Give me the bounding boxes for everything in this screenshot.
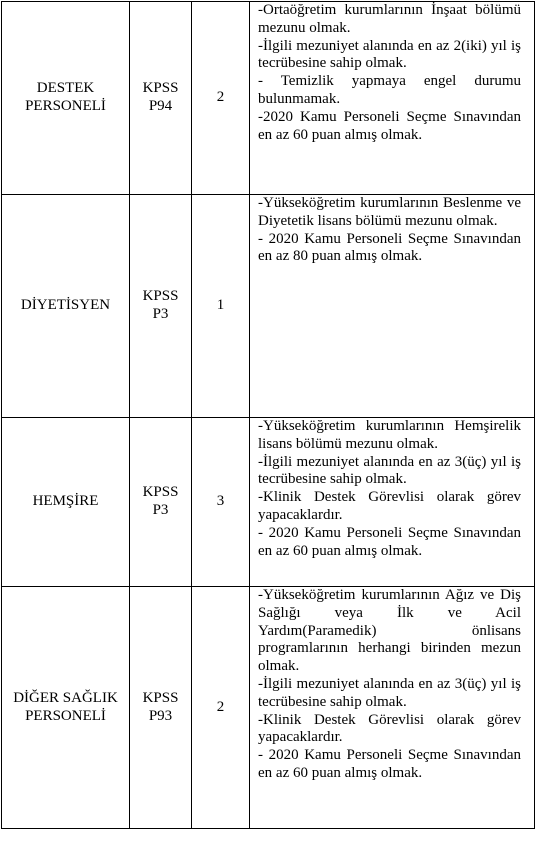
requirement-item: - Temizlik yapmaya engel durumu bulunmamak. bbox=[258, 73, 521, 107]
kpss-label: KPSS bbox=[142, 80, 179, 97]
requirement-item: -Ortaöğretim kurumlarının İnşaat bölümü mezunu olmak. bbox=[258, 2, 521, 36]
requirement-item: -İlgili mezuniyet alanında en az 3(üç) yıl iş tecrübesine sahip olmak. bbox=[258, 453, 521, 488]
requirements-cell bbox=[250, 2, 535, 195]
kpss-cell bbox=[130, 195, 192, 418]
requirement-item: -Yükseköğretim kurumlarının Beslenme ve Diyetetik lisans bölümü mezunu olmak. bbox=[258, 195, 521, 229]
count-cell bbox=[192, 587, 250, 829]
position-title: PERSONELİ bbox=[25, 98, 106, 114]
requirement-item: -İlgili mezuniyet alanında en az 3(üç) yıl iş tecrübesine sahip olmak. bbox=[258, 675, 521, 710]
requirement-item: -İlgili mezuniyet alanında en az 2(iki) yıl iş tecrübesine sahip olmak. bbox=[258, 37, 521, 72]
position-title: DİĞER SAĞLIK bbox=[13, 689, 118, 706]
position-title: DESTEK bbox=[36, 80, 95, 97]
table-row bbox=[2, 587, 535, 829]
table-row bbox=[2, 418, 535, 587]
position-cell bbox=[2, 587, 130, 829]
requirement-item: -Yükseköğretim kurumlarının Hemşirelik lisans bölümü mezunu olmak. bbox=[258, 418, 521, 452]
requirement-item: -2020 Kamu Personeli Seçme Sınavından en az 60 puan almış olmak. bbox=[258, 108, 521, 143]
position-cell bbox=[2, 195, 130, 418]
requirement-item: -Yükseköğretim kurumlarının Ağız ve Diş Sağlığı veya İlk ve Acil Yardım(Paramedik) önlisans programlarının herhangi birinden mezun olmak. bbox=[258, 587, 521, 675]
kpss-cell bbox=[130, 418, 192, 587]
kpss-label: KPSS bbox=[142, 689, 179, 706]
kpss-label: KPSS bbox=[142, 484, 179, 501]
count-cell bbox=[192, 418, 250, 587]
kpss-score-type: P3 bbox=[152, 306, 169, 322]
position-count: 3 bbox=[216, 493, 225, 510]
kpss-score-type: P3 bbox=[152, 502, 169, 518]
requirements-table bbox=[1, 1, 535, 829]
position-cell bbox=[2, 418, 130, 587]
count-cell bbox=[192, 2, 250, 195]
kpss-cell bbox=[130, 587, 192, 829]
requirement-item: -Klinik Destek Görevlisi olarak görev yapacaklardır. bbox=[258, 489, 521, 523]
requirement-item: -Klinik Destek Görevlisi olarak görev yapacaklardır. bbox=[258, 711, 521, 746]
position-title: DİYETİSYEN bbox=[20, 297, 111, 314]
position-count: 2 bbox=[216, 698, 225, 715]
count-cell bbox=[192, 195, 250, 418]
requirements-cell bbox=[250, 587, 535, 829]
requirement-item: - 2020 Kamu Personeli Seçme Sınavından en az 60 puan almış olmak. bbox=[258, 524, 521, 559]
kpss-score-type: P94 bbox=[148, 98, 173, 114]
requirements-cell bbox=[250, 195, 535, 418]
position-count: 1 bbox=[216, 297, 225, 314]
table-row bbox=[2, 2, 535, 195]
position-count: 2 bbox=[216, 89, 225, 106]
position-title: PERSONELİ bbox=[25, 707, 106, 724]
table-row bbox=[2, 195, 535, 418]
requirements-cell bbox=[250, 418, 535, 587]
position-cell bbox=[2, 2, 130, 195]
requirement-item: - 2020 Kamu Personeli Seçme Sınavından en az 60 puan almış olmak. bbox=[258, 747, 521, 781]
requirement-item: - 2020 Kamu Personeli Seçme Sınavından en az 80 puan almış olmak. bbox=[258, 230, 521, 265]
position-title: HEMŞİRE bbox=[32, 493, 99, 510]
kpss-cell bbox=[130, 2, 192, 195]
kpss-score-type: P93 bbox=[148, 707, 173, 724]
kpss-label: KPSS bbox=[142, 288, 179, 305]
